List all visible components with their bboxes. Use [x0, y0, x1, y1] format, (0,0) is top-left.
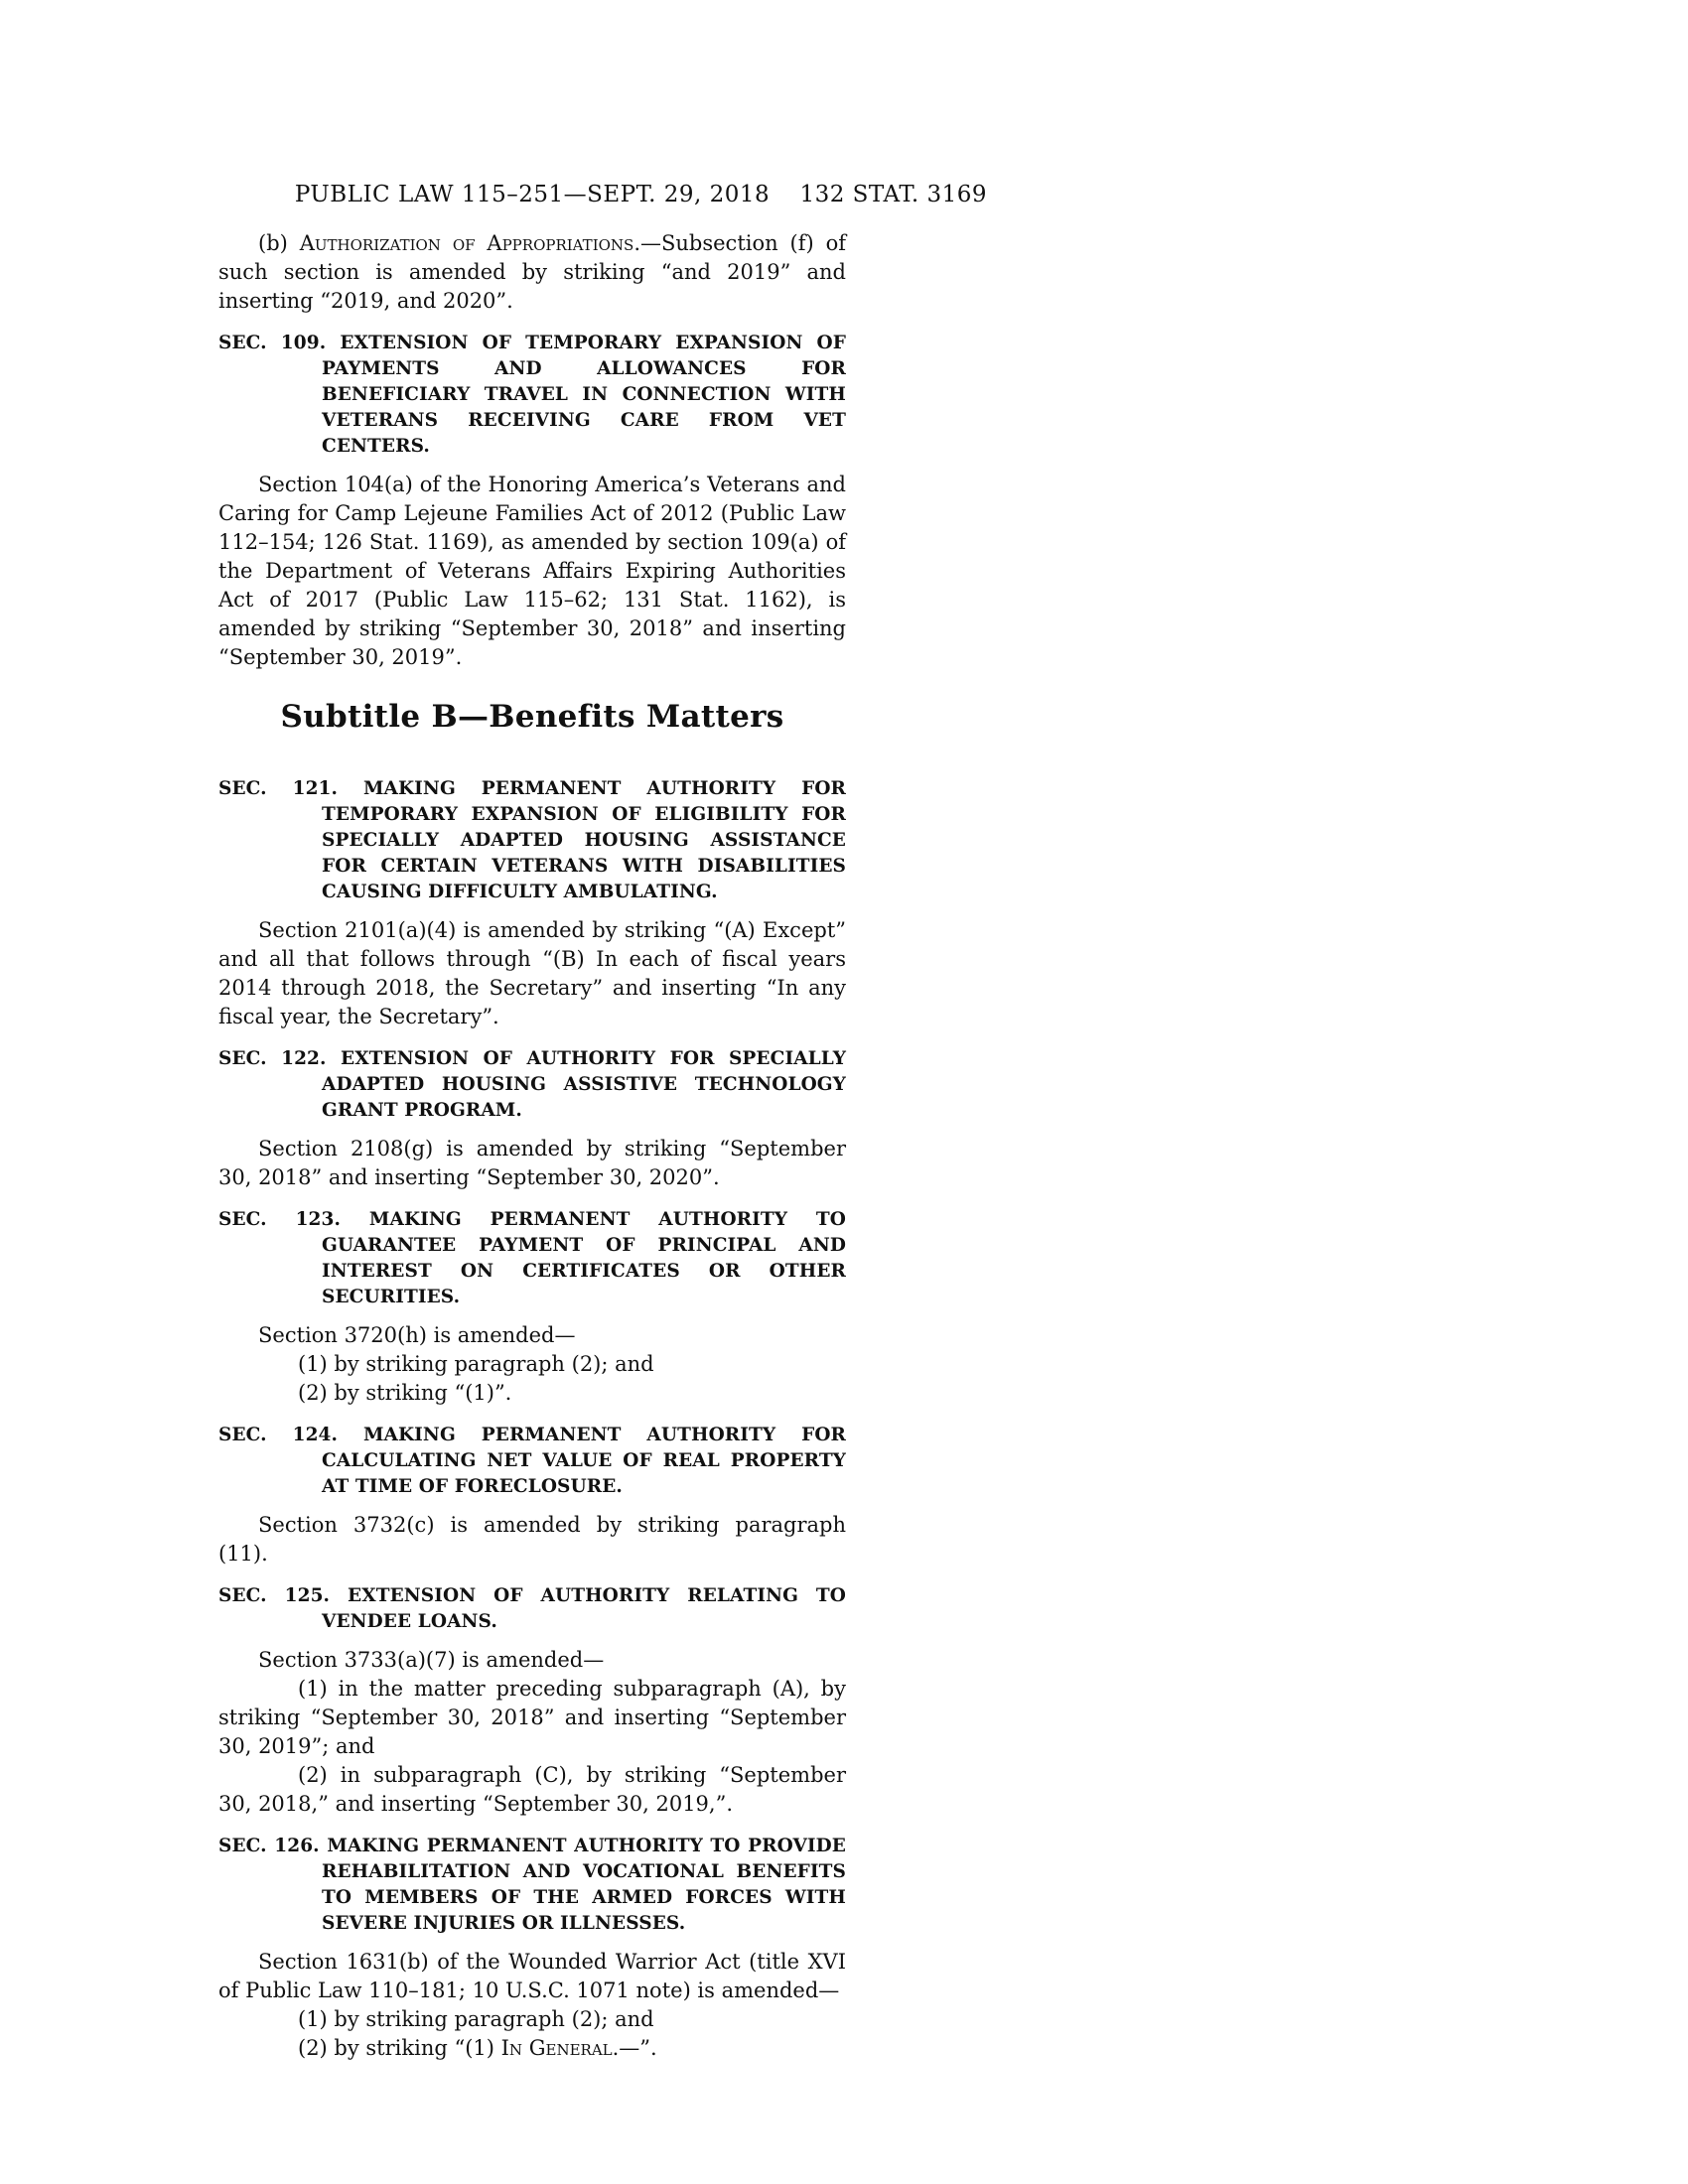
paragraph-subsection-b: [218, 229, 846, 316]
sec-109-title: EXTENSION OF TEMPORARY EXPANSION OF PAYMENTS AND ALLOWANCES FOR BENEFICIARY TRAVEL IN CONNECTION WITH VETERANS RECEIVING CARE FROM VET CENTERS.: [322, 333, 846, 457]
sec-122-body: Section 2108(g) is amended by striking “September 30, 2018” and inserting “September 30, 2020”.: [218, 1137, 846, 1189]
sec-124-title: MAKING PERMANENT AUTHORITY FOR CALCULATING NET VALUE OF REAL PROPERTY AT TIME OF FORECLOSURE.: [322, 1425, 847, 1497]
subsection-b-text: .—Subsection (f) of such section is amended by striking “and 2019” and inserting “2019, and 2020”.: [218, 231, 847, 313]
sec-125-item-2: (2) in subparagraph (C), by striking “September 30, 2018,” and inserting “September 30, 2019,”.: [218, 1763, 846, 1816]
sec-126-item-2: [218, 2034, 846, 2063]
sec-125-number: SEC. 125.: [218, 1585, 331, 1606]
subtitle-b-heading: Subtitle B—Benefits Matters: [280, 699, 784, 735]
sec-125-heading: [218, 1583, 846, 1635]
sec-126-intro: Section 1631(b) of the Wounded Warrior Act (title XVI of Public Law 110–181; 10 U.S.C. 1071 note) is amended—: [218, 1950, 846, 2002]
sec-126-heading: [218, 1834, 846, 1937]
sec-121-title: MAKING PERMANENT AUTHORITY FOR TEMPORARY EXPANSION OF ELIGIBILITY FOR SPECIALLY ADAPTED HOUSING ASSISTANCE FOR CERTAIN VETERANS WITH DISABILITIES CAUSING DIFFICULTY AMBULATING.: [322, 778, 847, 902]
sec-124-body: Section 3732(c) is amended by striking paragraph (11).: [218, 1513, 846, 1566]
sec-125-intro: Section 3733(a)(7) is amended—: [258, 1648, 605, 1672]
page-header-stat-number: 132 STAT. 3169: [799, 182, 987, 207]
page-header: [218, 182, 987, 207]
sec-126-item-2-rest: .—”.: [612, 2036, 657, 2060]
sec-121-body: Section 2101(a)(4) is amended by striking “(A) Except” and all that follows through “(B) In each of fiscal years 2014 through 2018, the Secretary” and inserting “In any fiscal year, the Secretary”.: [218, 918, 846, 1028]
sec-121-heading: [218, 776, 846, 905]
subsection-b-prefix: (b): [258, 231, 300, 255]
sec-126-title: MAKING PERMANENT AUTHORITY TO PROVIDE REHABILITATION AND VOCATIONAL BENEFITS TO MEMBERS OF THE ARMED FORCES WITH SEVERE INJURIES OR ILLNESSES.: [322, 1836, 847, 1934]
sec-123-heading: [218, 1207, 846, 1310]
sec-123-item-2: (2) by striking “(1)”.: [298, 1381, 512, 1405]
sec-121-number: SEC. 121.: [218, 778, 339, 799]
page-header-law-title: PUBLIC LAW 115–251—SEPT. 29, 2018: [294, 182, 771, 207]
sec-126-item-2-prefix: (2) by striking “(1): [298, 2036, 501, 2060]
sec-123-title: MAKING PERMANENT AUTHORITY TO GUARANTEE PAYMENT OF PRINCIPAL AND INTEREST ON CERTIFICATES OR OTHER SECURITIES.: [322, 1209, 847, 1307]
sec-126-item-2-smallcaps: In General: [500, 2036, 613, 2060]
sec-124-number: SEC. 124.: [218, 1425, 339, 1445]
subsection-b-heading: Authorization of Appropriations: [299, 231, 634, 255]
sec-123-intro: Section 3720(h) is amended—: [258, 1323, 576, 1347]
sec-125-item-1: (1) in the matter preceding subparagraph (A), by striking “September 30, 2018” and inserting “September 30, 2019”; and: [218, 1677, 846, 1758]
sec-109-heading: [218, 331, 846, 460]
sec-126-item-1: (1) by striking paragraph (2); and: [298, 2007, 654, 2031]
sec-109-body: Section 104(a) of the Honoring America’s Veterans and Caring for Camp Lejeune Families Act of 2012 (Public Law 112–154; 126 Stat. 1169), as amended by section 109(a) of the Department of Veterans Affairs Expiring Authorities Act of 2017 (Public Law 115–62; 131 Stat. 1162), is amended by striking “September 30, 2018” and inserting “September 30, 2019”.: [218, 473, 846, 669]
sec-125-title: EXTENSION OF AUTHORITY RELATING TO VENDEE LOANS.: [322, 1585, 846, 1632]
page-content: [218, 182, 987, 2063]
sec-122-title: EXTENSION OF AUTHORITY FOR SPECIALLY ADAPTED HOUSING ASSISTIVE TECHNOLOGY GRANT PROGRAM.: [322, 1048, 846, 1121]
sec-122-number: SEC. 122.: [218, 1048, 327, 1069]
sec-122-heading: [218, 1046, 846, 1124]
sec-124-heading: [218, 1423, 846, 1500]
sec-109-number: SEC. 109.: [218, 333, 327, 353]
sec-126-number: SEC. 126.: [218, 1836, 320, 1856]
sec-123-number: SEC. 123.: [218, 1209, 342, 1230]
sec-123-item-1: (1) by striking paragraph (2); and: [298, 1352, 654, 1376]
